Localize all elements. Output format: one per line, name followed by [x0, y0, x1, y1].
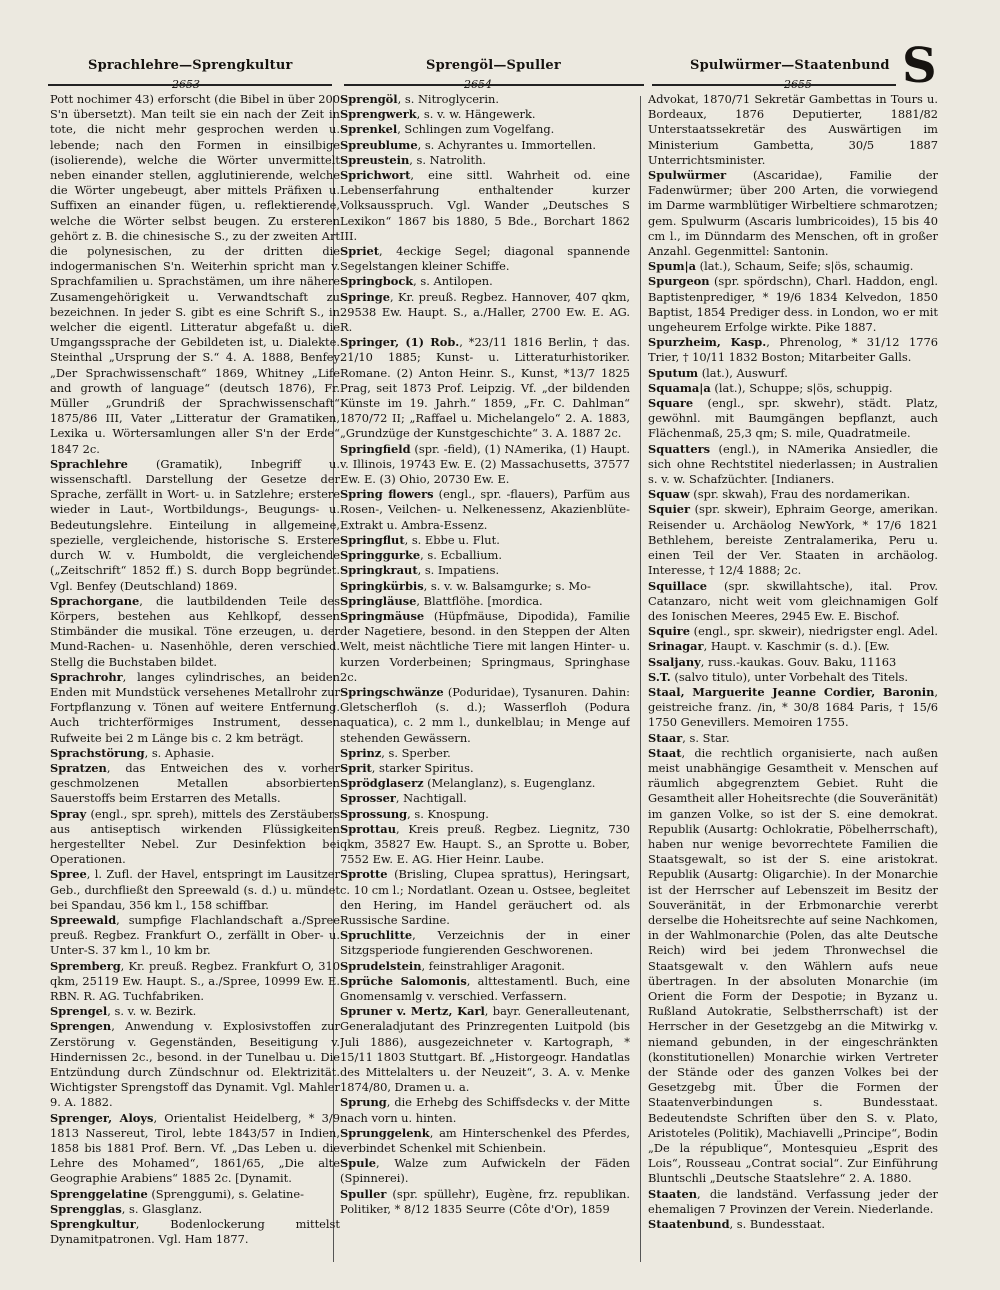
entry-headword: Sprenkel	[340, 122, 398, 137]
entry-text: (Hüpfmäuse, Dipodida), Familie der Nagetiere, besond. in den Steppen der Alten Welt, meist nächtliche Tiere mit langen Hinter- u. kurzen Vorderbeinen; Springmaus, Springhase 2c.	[340, 608, 630, 684]
entry-headword: Sprinz	[340, 745, 382, 760]
entry-headword: Sprudelstein	[340, 958, 422, 973]
section-letter: S	[902, 38, 937, 94]
entry-text: , s. Aphasie.	[144, 745, 215, 760]
entry-headword: Squier	[648, 502, 691, 517]
entry-text: , Verzeichnis der in einer Sitzgsperiode fungierenden Geschworenen.	[340, 928, 630, 958]
entry-text: , Bodenlockerung mittelst Dynamitpatronen. Vgl. Ham 1877.	[50, 1217, 340, 1247]
dictionary-entry	[340, 594, 630, 609]
entry-headword: Sprachstörung	[50, 745, 145, 760]
dictionary-entry	[340, 761, 630, 776]
entry-text: , Schlingen zum Vogelfang.	[397, 122, 555, 137]
entry-text: , am Hinterschenkel des Pferdes, verbindet Schenkel mit Schienbein.	[340, 1125, 630, 1156]
entry-text: , die Erhebg des Schiffsdecks v. der Mitte nach vorn u. hinten.	[340, 1095, 630, 1125]
dictionary-entry	[50, 746, 340, 761]
entry-text: , s. Sperber.	[381, 745, 451, 760]
dictionary-entry	[50, 1217, 340, 1247]
entry-text: , s. Star.	[682, 730, 730, 745]
dictionary-entry	[340, 563, 630, 578]
entry-headword: Sprachrohr	[50, 669, 123, 684]
entry-headword: Spreustein	[340, 152, 410, 167]
entry-text: Advokat, 1870/71 Sekretär Gambettas in Tours u. Bordeaux, 1876 Deputierter, 1881/82 Unterstaatssekretär des Auswärtigen im Ministerium Gambetta, 30/5 1887 Unterrichtsminister.	[648, 92, 938, 167]
dictionary-entry	[340, 548, 630, 563]
entry-text: , die lautbildenden Teile des Körpers, bestehen aus Kehlkopf, dessen Stimbänder die musikal. Töne erzeugen, u. der Mund-Rachen- u. Nasenhöhle, deren verschied. Stellg die Buchstaben bildet.	[50, 593, 340, 669]
dictionary-entry	[50, 670, 340, 746]
dictionary-entry	[340, 442, 630, 488]
entry-headword: Squillace	[648, 578, 708, 593]
dictionary-entry	[340, 1126, 630, 1156]
dictionary-entry	[50, 807, 340, 868]
entry-headword: Squaw	[648, 487, 690, 502]
entry-text: , s. Bundesstaat.	[729, 1217, 825, 1232]
dictionary-entry	[340, 153, 630, 168]
entry-headword: Sprachlehre	[50, 456, 128, 471]
dictionary-entry	[340, 1004, 630, 1095]
entry-headword: Spurgeon	[648, 274, 710, 289]
dictionary-entry	[648, 685, 938, 731]
entry-text: , russ.-kaukas. Gouv. Baku, 11163	[700, 654, 897, 669]
entry-headword: Spree	[50, 867, 87, 882]
entry-text: (engl., spr. -flauers), Parfüm aus Rosen-, Veilchen- u. Nelkenessenz, Akazienblüte-Extrakt u. Ambra-Essenz.	[340, 487, 630, 532]
entry-headword: Sprüche Salomonis	[340, 973, 467, 988]
dictionary-entry	[340, 609, 630, 685]
dictionary-entry	[340, 168, 630, 244]
entry-headword: Spray	[50, 806, 87, 821]
dictionary-entry	[648, 1217, 938, 1232]
entry-headword: Springfield	[340, 441, 411, 456]
entry-headword: Sprossung	[340, 806, 408, 821]
entry-text: , 4eckige Segel; diagonal spannende Segelstangen kleiner Schiffe.	[340, 244, 630, 274]
entry-headword: Staat	[648, 745, 682, 760]
left-header-rule	[48, 84, 332, 86]
dictionary-entry	[648, 1187, 938, 1217]
entry-text: (Gramatik), Inbegriff u. wissenschaftl. Darstellung der Gesetze der Sprache, zerfällt in Wort- u. in Satzlehre; erstere wieder in Laut-, Wortbildungs-, Beugungs- u. Bedeutungslehre. Einteilung in allgemeine, spezielle, vergleichende, historische S. Erstere durch W. v. Humboldt, die vergleichende („Zeitschrift“ 1852 ff.) S. durch Bopp begründet. Vgl. Benfey (Deutschland) 1869.	[50, 456, 340, 593]
entry-headword: Squama|a	[648, 380, 711, 395]
entry-text: , s. Ecballium.	[420, 548, 502, 563]
dictionary-entry	[50, 1004, 340, 1019]
entry-text: , s. Achyrantes u. Immortellen.	[417, 137, 596, 152]
entry-text: (engl.), in NAmerika Ansiedler, die sich ohne Rechtstitel niederlassen; in Australien s. v. w. Schafzüchter. [Indianers.	[648, 441, 938, 487]
entry-text: , Orientalist Heidelberg, * 3/9 1813 Nassereut, Tirol, lebte 1843/57 in Indien, 1858 bis 1881 Prof. Bern. Vf. „Das Leben u. die Lehre des Mohamed“, 1861/65, „Die alte Geographie Arabiens“ 1885 2c. [Dynamit.	[50, 1110, 340, 1186]
entry-text: , die rechtlich organisierte, nach außen meist unabhängige Gesamtheit v. Menschen auf räumlich abgegrenztem Gebiet. Ruht die Gesamtheit aller Hoheitsrechte (die Souveränität) im ganzen Volke, so ist der S. eine demokrat. Republik (Ausartg: Ochlokratie, Pöbelherrschaft), haben nur wenige bevorrechtete Familien die Staatsgewalt, so ist der S. eine aristokrat. Republik (Ausartg: Oligarchie). In der Monarchie ist der Herrscher auf Lebenszeit im Besitz der Souveränität, in der Erbmonarchie vererbt derselbe die Hoheitsrechte auf seine Nachkomen, in der Wahlmonarchie (Polen, das alte Deutsche Reich) wird bei jedem Thronwechsel die Staatsgewalt v. den Wählern aufs neue übertragen. In der absoluten Monarchie (im Orient die Form der Despotie; in Byzanz u. Rußland Autokratie, Selbstherrschaft) ist der Herrscher in der Gesetzgebg an die Mitwirkg v. niemand gebunden, in der eingeschränkten (konstitutionellen) Monarchie wirken Vertreter der Stände oder des ganzen Volkes bei der Gesetzgebg mit. Über die Formen der Staatenverbindungen s. Bundesstaat. Bedeutendste Schriften über den S. v. Plato, Aristoteles (Politik), Machiavelli „Principe“, Bodin „De la république“, Montesquieu „Esprit des Lois“, Rousseau „Contrat social“. Zur Einführung Bluntschli „Deutsche Staatslehre“ 2. A. 1880.	[648, 745, 938, 1186]
dictionary-entry	[340, 487, 630, 533]
dictionary-entry	[340, 959, 630, 974]
entry-headword: Springgurke	[340, 548, 421, 563]
entry-headword: Springkraut	[340, 563, 418, 578]
dictionary-entry	[340, 290, 630, 336]
dictionary-entry	[648, 746, 938, 1187]
dictionary-entry	[340, 122, 630, 137]
entry-text: (spr. spüllehr), Eugène, frz. republikan. Politiker, * 8/12 1835 Seurre (Côte d'Or), 1859	[340, 1186, 630, 1216]
dictionary-entry	[340, 928, 630, 958]
right-header-rule	[652, 84, 896, 86]
entry-text: , l. Zufl. der Havel, entspringt im Lausitzer Geb., durchfließt den Spreewald (s. d.) u. mündet bei Spandau, 356 km l., 158 schiffbar.	[50, 867, 340, 912]
entry-text: (Sprenggumi), s. Gelatine-	[147, 1186, 304, 1201]
entry-text: , alttestamentl. Buch, eine Gnomensamlg v. verschied. Verfassern.	[340, 973, 630, 1003]
entry-text: , Nachtigall.	[395, 791, 467, 806]
column-left	[50, 92, 340, 1262]
column-divider-right	[640, 96, 641, 1262]
entry-headword: Sprichwort	[340, 168, 411, 183]
entry-headword: Spurzheim, Kasp.	[648, 335, 767, 350]
dictionary-entry	[50, 594, 340, 670]
entry-headword: Spruner v. Mertz, Karl	[340, 1004, 485, 1019]
dictionary-entry	[648, 168, 938, 259]
entry-headword: Springschwänze	[340, 684, 444, 699]
entry-text: , geistreiche franz. /in, * 30/8 1684 Paris, † 15/6 1750 Genevillers. Memoiren 1755.	[648, 684, 938, 730]
dictionary-entry	[340, 1187, 630, 1217]
entry-headword: Sprotte	[340, 867, 388, 882]
entry-headword: Srinagar	[648, 639, 704, 654]
entry-headword: Sprachorgane	[50, 593, 140, 608]
entry-headword: Sprengwerk	[340, 107, 417, 122]
entry-text: (engl., spr. spreh), mittels des Zerstäubers aus antiseptisch wirkenden Flüssigkeiten hergestellter Nebel. Zur Desinfektion bei Operationen.	[50, 806, 340, 867]
dictionary-entry	[340, 1095, 630, 1125]
dictionary-entry	[340, 335, 630, 441]
entry-headword: Springkürbis	[340, 578, 424, 593]
entry-text: (salvo titulo), unter Vorbehalt des Titels.	[670, 669, 909, 684]
dictionary-entry	[50, 1019, 340, 1110]
entry-text: , Kr. preuß. Regbez. Hannover, 407 qkm, 29538 Ew. Haupt. S., a./Haller, 2700 Ew. E. AG. R.	[340, 289, 630, 335]
dictionary-entry	[340, 807, 630, 822]
entry-headword: Spriet	[340, 244, 380, 259]
entry-headword: Spruchlitte	[340, 928, 413, 943]
dictionary-entry	[50, 959, 340, 1005]
entry-headword: S.T.	[648, 669, 671, 684]
entry-text: , langes cylindrisches, an beiden Enden mit Mundstück versehenes Metallrohr zur Fortpflanzung v. Tönen auf weitere Entfernung. Auch trichterförmiges Instrument, dessen Rufweite bei 2 m Länge bis c. 2 km beträgt.	[50, 669, 340, 745]
entry-headword: Sprödglaserz	[340, 776, 424, 791]
entry-headword: Sprit	[340, 760, 372, 775]
entry-text: , sumpfige Flachlandschaft a./Spree preuß. Regbez. Frankfurt O., zerfällt in Ober- u. Unter-S. 37 km l., 10 km br.	[50, 912, 340, 958]
center-column-title: Sprengöl—Spuller	[426, 58, 561, 73]
entry-headword: Sprengel	[50, 1004, 108, 1019]
entry-headword: Staaten	[648, 1186, 698, 1201]
entry-headword: Spule	[340, 1156, 377, 1171]
left-column-title: Sprachlehre—Sprengkultur	[88, 58, 293, 73]
dictionary-entry	[648, 624, 938, 639]
entry-headword: Springbock	[340, 274, 414, 289]
entry-headword: Sprengglas	[50, 1201, 122, 1216]
entry-text: , Kreis preuß. Regbez. Liegnitz, 730 qkm, 35827 Ew. Haupt. S., an Sprotte u. Bober, 7552 Ew. E. AG. Hier Heinr. Laube.	[340, 821, 630, 867]
entry-text: , s. v. w. Bezirk.	[107, 1004, 197, 1019]
dictionary-entry	[648, 396, 938, 442]
entry-headword: Spreewald	[50, 912, 117, 927]
dictionary-entry	[648, 655, 938, 670]
dictionary-entry	[340, 776, 630, 791]
dictionary-entry	[648, 259, 938, 274]
entry-text: (spr. spördschn), Charl. Haddon, engl. Baptistenprediger, * 19/6 1834 Kelvedon, 1850 Baptist, 1854 Prediger dess. in London, wo er mit ungeheurem Erfolge wirkte. Pike 1887.	[648, 274, 938, 335]
dictionary-entry	[648, 92, 938, 168]
entry-text: (engl., spr. skweir), niedrigster engl. Adel.	[690, 624, 938, 639]
entry-text: (spr. skwillahtsche), ital. Prov. Catanzaro, nicht weit vom gleichnamigen Golf des Ionischen Meeres, 2945 Ew. E. Bischof.	[648, 578, 938, 623]
entry-headword: Springer, (1) Rob.	[340, 335, 460, 350]
entry-headword: Staar	[648, 730, 683, 745]
entry-text: , feinstrahliger Aragonit.	[421, 958, 565, 973]
dictionary-entry	[648, 487, 938, 502]
dictionary-entry	[340, 92, 630, 107]
entry-text: (spr. skwah), Frau des nordamerikan.	[689, 487, 911, 502]
dictionary-entry	[340, 138, 630, 153]
entry-text: , eine sittl. Wahrheit od. eine Lebenserfahrung enthaltender kurzer Volksausspruch. Vgl. Wander „Deutsches S Lexikon“ 1867 bis 1880, 5 Bde., Borchart 1862 III.	[340, 168, 630, 243]
entry-text: (Melanglanz), s. Eugenglanz.	[423, 776, 596, 791]
entry-headword: Sprosser	[340, 791, 396, 806]
dictionary-entry	[648, 670, 938, 685]
right-column-title: Spulwürmer—Staatenbund	[690, 58, 890, 73]
entry-text: , Haupt. v. Kaschmir (s. d.). [Ew.	[703, 639, 890, 654]
entry-headword: Staal, Marguerite Jeanne Cordier, Baronin	[648, 684, 935, 699]
left-page-number: 2653	[172, 78, 200, 91]
dictionary-entry	[50, 867, 340, 913]
dictionary-entry	[340, 791, 630, 806]
dictionary-entry	[648, 442, 938, 488]
entry-text: (Brisling, Clupea sprattus), Heringsart, c. 10 cm l.; Nordatlant. Ozean u. Ostsee, begleitet den Hering, im Handel geräuchert od. als Russische Sardine.	[340, 867, 630, 927]
entry-headword: Squatters	[648, 441, 711, 456]
entry-headword: Spum|a	[648, 259, 697, 274]
dictionary-entry	[648, 381, 938, 396]
entry-text: , s. Knospung.	[407, 806, 489, 821]
dictionary-entry	[50, 913, 340, 959]
entry-text: , die landständ. Verfassung jeder der ehemaligen 7 Provinzen der Verein. Niederlande.	[648, 1186, 938, 1216]
entry-headword: Sprengkultur	[50, 1217, 136, 1232]
entry-headword: Sprenggelatine	[50, 1186, 148, 1201]
entry-headword: Springmäuse	[340, 608, 425, 623]
dictionary-entry	[648, 731, 938, 746]
dictionary-entry	[340, 974, 630, 1004]
dictionary-entry	[340, 685, 630, 746]
dictionary-entry	[340, 1156, 630, 1186]
center-page-number: 2654	[464, 78, 492, 91]
entry-headword: Sprenger, Aloys	[50, 1110, 154, 1125]
dictionary-entry	[340, 107, 630, 122]
dictionary-entry	[50, 92, 340, 457]
dictionary-entry	[340, 244, 630, 274]
dictionary-entry	[648, 579, 938, 625]
entry-headword: Spulwürmer	[648, 168, 727, 183]
entry-headword: Springe	[340, 289, 391, 304]
entry-headword: Springflut	[340, 532, 405, 547]
entry-text: , *23/11 1816 Berlin, † das. 21/10 1885; Kunst- u. Litteraturhistoriker. Romane. (2) Anton Heinr. S., Kunst, *13/7 1825 Prag, seit 1873 Prof. Leipzig. Vf. „der bildenden Künste im 19. Jahrh.“ 1859, „Fr. C. Dahlman“ 1870/72 II; „Raffael u. Michelangelo“ 2. A. 1883, „Grundzüge der Kunstgeschichte“ 3. A. 1887 2c.	[340, 335, 630, 441]
right-page-number: 2655	[784, 78, 812, 91]
dictionary-entry	[50, 457, 340, 594]
entry-text: , starker Spiritus.	[371, 760, 474, 775]
entry-text: , s. Antilopen.	[413, 274, 493, 289]
entry-text: (lat.), Auswurf.	[698, 365, 788, 380]
dictionary-entry	[340, 746, 630, 761]
entry-text: Pott nochimer 43) erforscht (die Bibel in über 200 S'n übersetzt). Man teilt sie ein nach der Zeit in tote, die nicht mehr gesprochen werden u. lebende; nach den Formen in einsilbige (isolierende), welche die Wörter unvermittelt neben einander stellen, agglutinierende, welche die Wörter ungebeugt, aber mittels Präfixen u. Suffixen an einander fügen, u. reflektierende, welche die Wörter selbst beugen. Zu ersteren gehört z. B. die chinesische S., zu der zweiten Art die polynesischen, zu der dritten die indogermanischen S'n. Weiterhin spricht man v. Sprachfamilien u. Sprachstämen, um ihre nähere Zusamengehörigkeit u. Verwandtschaft zu bezeichnen. In jeder S. gibt es eine Schrift S., in welcher die eigentl. Litteratur abgefaßt u. die Umgangssprache der Gebildeten ist, u. Dialekte. Steinthal „Ursprung der S.“ 4. A. 1888, Benfey „Der Sprachwissenschaft“ 1869, Whitney „Life and growth of language“ (deutsch 1876), Fr. Müller „Grundriß der Sprachwissenschaft“ 1875/86 III, Vater „Litteratur der Gramatiken, Lexika u. Wörtersamlungen aller S'n der Erde“ 1847 2c.	[50, 92, 340, 456]
entry-headword: Sprunggelenk	[340, 1125, 430, 1140]
entry-text: , s. v. w. Balsamgurke; s. Mo-	[423, 578, 591, 593]
entry-headword: Spuller	[340, 1186, 387, 1201]
entry-text: , s. v. w. Hängewerk.	[416, 107, 536, 122]
entry-text: , Phrenolog, * 31/12 1776 Trier, † 10/11 1832 Boston; Mitarbeiter Galls.	[648, 335, 938, 365]
dictionary-entry	[340, 533, 630, 548]
dictionary-entry	[50, 761, 340, 807]
dictionary-entry	[340, 274, 630, 289]
entry-headword: Staatenbund	[648, 1217, 730, 1232]
dictionary-entry	[648, 335, 938, 365]
entry-headword: Sprottau	[340, 821, 396, 836]
entry-text: , das Entweichen des v. vorher geschmolzenen Metallen absorbierten Sauerstoffs beim Erstarren des Metalls.	[50, 760, 340, 806]
entry-headword: Spratzen	[50, 760, 107, 775]
dictionary-entry	[648, 639, 938, 654]
dictionary-entry	[648, 502, 938, 578]
entry-text: , Walze zum Aufwickeln der Fäden (Spinnerei).	[340, 1156, 630, 1186]
entry-text: (lat.), Schuppe; s|ös, schuppig.	[710, 380, 893, 395]
entry-text: , s. Natrolith.	[409, 152, 487, 167]
entry-headword: Sputum	[648, 365, 699, 380]
dictionary-entry	[340, 579, 630, 594]
entry-text: , Kr. preuß. Regbez. Frankfurt O, 310 qkm, 25119 Ew. Haupt. S., a./Spree, 10999 Ew. E. RBN. R. AG. Tuchfabriken.	[50, 958, 340, 1003]
entry-text: , s. Impatiens.	[417, 563, 500, 578]
entry-headword: Spreublume	[340, 137, 418, 152]
entry-text: (lat.), Schaum, Seife; s|ös, schaumig.	[696, 259, 914, 274]
center-header-rule	[344, 84, 644, 86]
entry-text: , s. Nitroglycerin.	[397, 92, 499, 106]
dictionary-entry	[648, 366, 938, 381]
entry-text: (spr. -field), (1) NAmerika, (1) Haupt. v. Illinois, 19743 Ew. E. (2) Massachusetts, 37577 Ew. E. (3) Ohio, 20730 Ew. E.	[340, 441, 630, 487]
entry-headword: Squire	[648, 624, 691, 639]
entry-headword: Sprung	[340, 1095, 387, 1110]
dictionary-entry	[648, 274, 938, 335]
entry-headword: Sprengen	[50, 1019, 112, 1034]
dictionary-entry	[50, 1187, 340, 1202]
entry-text: , s. Ebbe u. Flut.	[404, 532, 500, 547]
column-center	[340, 92, 630, 1262]
entry-text: (engl., spr. skwehr), städt. Platz, gewöhnl. mit Baumgängen bepflanzt, auch Flächenmaß, 25,3 qm; S. mile, Quadratmeile.	[648, 396, 938, 441]
entry-text: , Anwendung v. Explosivstoffen zur Zerstörung v. Gegenständen, Beseitigung v. Hindernissen 2c., besond. in der Tunelbau u. Die Entzündung durch Zündschnur od. Elektrizität. Wichtigster Sprengstoff das Dynamit. Vgl. Mahler 9. A. 1882.	[50, 1019, 340, 1110]
entry-headword: Springläuse	[340, 593, 417, 608]
dictionary-entry	[340, 867, 630, 928]
entry-headword: Square	[648, 396, 694, 411]
dictionary-entry	[50, 1202, 340, 1217]
entry-text: , bayr. Generalleutenant, Generaladjutant des Prinzregenten Luitpold (bis Juli 1886), ausgezeichneter v. Kartograph, * 15/11 1803 Stuttgart. Bf. „Historgeogr. Handatlas des Mittelalters u. der Neuzeit“, 3. A. v. Menke 1874/80, Dramen u. a.	[340, 1004, 630, 1095]
entry-text: , s. Glasglanz.	[121, 1201, 203, 1216]
dictionary-entry	[340, 822, 630, 868]
dictionary-entry	[50, 1111, 340, 1187]
entry-headword: Spring flowers	[340, 487, 434, 502]
entry-headword: Spremberg	[50, 958, 121, 973]
entry-text: , Blattflöhe. [mordica.	[416, 593, 543, 608]
column-right	[648, 92, 938, 1262]
entry-text: (Poduridae), Tysanuren. Dahin: Gletscherfloh (s. d.); Wasserfloh (Podura aquatica), c. 2 mm l., dunkelblau; in Menge auf stehenden Gewässern.	[340, 684, 630, 745]
entry-headword: Sprengöl	[340, 92, 398, 106]
entry-headword: Ssaljany	[648, 654, 701, 669]
entry-text: (Ascaridae), Familie der Fadenwürmer; über 200 Arten, die vorwiegend im Darme warmblütiger Wirbeltiere schmarotzen; gem. Spulwurm (Ascaris lumbricoides), 15 bis 40 cm l., im Dünndarm des Menschen, oft in großer Anzahl. Gegenmittel: Santonin.	[648, 168, 938, 259]
entry-text: (spr. skweir), Ephraim George, amerikan. Reisender u. Archäolog NewYork, * 17/6 1821 Bethlehem, bereiste Zentralamerika, Peru u. einen Teil der Ver. Staaten in archäolog. Interesse, † 12/4 1888; 2c.	[648, 502, 938, 578]
